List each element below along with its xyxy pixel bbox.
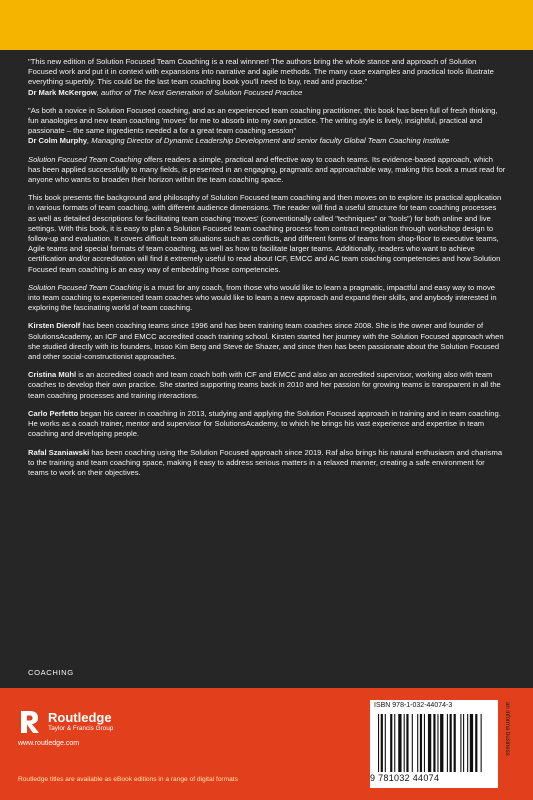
bio-text: has been coaching using the Solution Focused approach since 2019. Raf also brings his natural enthusiasm and charisma to the training and team coaching space, making it easy to address serious matters in a relaxed manner, creating a safe environment for teams to work on their objectives. [28,447,503,477]
quote-author: Dr Colm Murphy [28,136,88,146]
quote-attribution [28,136,506,146]
quote-1 [28,57,506,98]
quote-author: Dr Mark McKergow [28,87,97,97]
bio-rafal [28,448,506,479]
cover-text [28,57,506,486]
quote-affiliation: , Managing Director of Dynamic Leadership Development and senior faculty Global Team Coaching Institute [87,136,450,146]
body-paragraph: This book presents the background and philosophy of Solution Focused team coaching and then moves on to explore its practical application in various formats of team coaching, with different audience dimensions. The reader will find a useful structure for team coaching processes as well as detailed descriptions for facilitating team coaching 'moves' (conventionally called "techniques" or "tools") for both online and live settings. With this book, it is easy to plan a Solution Focused team coaching process from contract negotiation through workshop design to follow-up and evaluation. It covers difficult team situations such as conflicts, and different forms of teams from shop-floor to executive teams, Agile teams and special formats of team coaching, as well as how to facilitate larger teams. Additionally, readers who want to achieve certification and/or accreditation will find it extremely useful to read about ICF, EMCC and AC team coaching competencies and how Solution Focused team coaching is an easy way of embedding those competencies. [28,193,502,274]
bio-text: began his career in coaching in 2013, studying and applying the Solution Focused approach in training and in team coaching. He works as a coach trainer, mentor and supervisor for SolutionsAcademy, to which he brings his vast experience and expertise in team coaching and developing people. [28,408,501,439]
bio-name: Carlo Perfetto [28,408,79,418]
category-label: COACHING [28,668,74,677]
bio-text: has been coaching teams since 1996 and has been training team coaches since 2008. She is the owner and founder of SolutionsAcademy, an ICF and EMCC accredited coach training school. Kirsten started her journey with the Solution Focused approach when she studied directly with its founders, Insoo Kim Berg and Steve de Shazer, and since then has been passionate about the Solution Focused and other social-constructionist approaches. [28,321,504,362]
closing-text: is a must for any coach, from those who would like to learn a pragmatic, impactful and easy way to move into team coaching to experienced team coaches who would like to learn a new approach and expand their skills, and anybody interested in exploring the fascinating world of team coaching. [28,282,497,313]
bio-name: Kirsten Dierolf [28,321,81,331]
quote-text: "This new edition of Solution Focused Team Coaching is a real winnner! The authors bring the whole stance and approach of Solution Focused work and put it in context with expansions into narrative and agile methods. The many case examples and practical tools illustrate everything superbly. This could be the last team coaching book you'll need to buy, read and practise." [28,57,494,87]
bio-carlo [28,409,506,440]
bio-text: is an accredited coach and team coach both with ICF and EMCC and also an accredited supervisor, working also with team coaches to develop their own practice. She started supporting teams back in 2010 and her passion for growing teams is transparent in all the team coaching processes and training interactions. [28,370,501,400]
quote-2 [28,106,506,147]
publisher-url: www.routledge.com [18,740,80,747]
intro-text: offers readers a simple, practical and effective way to coach teams. Its evidence-based approach, which has been applied successfully to many fields, is presented in an engaging, pragmatic and approachable way, making this book a must read for anyone who wants to broaden their horizon within the team coaching space. [28,154,506,185]
closing-paragraph [28,283,506,314]
isbn-label: ISBN 978-1-032-44074-3 [374,702,453,709]
bio-cristina [28,370,506,401]
quote-affiliation: , author of The Next Generation of Solution Focused Practice [96,87,303,97]
top-color-band [0,0,533,50]
book-title: Solution Focused Team Coaching [28,282,142,292]
ebook-note: Routledge titles are available as eBook editions in a range of digital formats [18,776,238,783]
intro-paragraph [28,155,506,186]
bio-name: Cristina Mühl [28,370,77,380]
barcode-number: 9 781032 44074 [370,773,440,783]
publisher-name: Routledge [48,710,112,725]
routledge-logo-icon [18,709,42,735]
quote-attribution [28,88,506,98]
side-strip [498,700,528,788]
quote-text: "As both a novice in Solution Focused coaching, and as an experienced team coaching practitioner, this book has been full of fresh thinking, fun anaologies and new team coaching 'moves' for me to absorb into my own practice. The writing style is lively, insightful, practical and passionate – the same ingredients needed a for a great team coaching session" [28,105,498,136]
book-title: Solution Focused Team Coaching [28,154,142,164]
barcode-icon [378,714,510,772]
bio-kirsten [28,321,506,362]
informa-label: an informa business [504,702,510,756]
bio-name: Rafal Szaniawski [28,447,90,457]
publisher-logo [18,709,188,735]
publisher-group: Taylor & Francis Group [48,725,114,732]
